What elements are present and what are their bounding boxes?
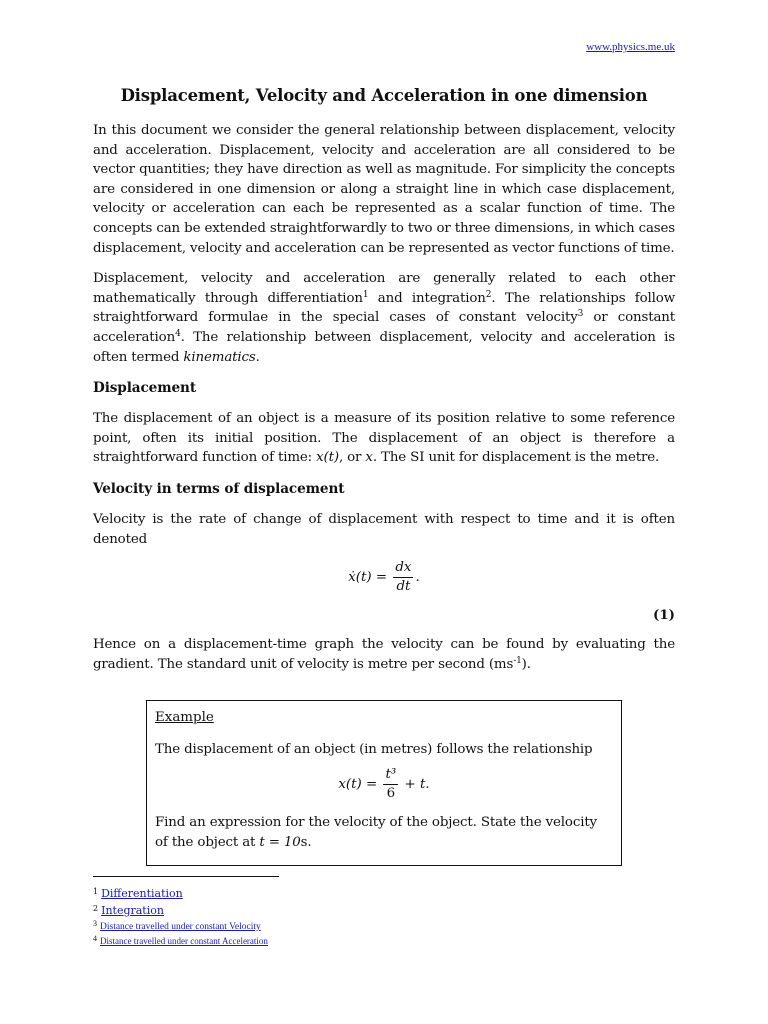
- unit-exponent: -1: [513, 655, 522, 666]
- footnote-ref-1[interactable]: 1: [362, 289, 369, 300]
- velocity-paragraph-1: Velocity is the rate of change of displacement with respect to time and it is often denoted: [93, 511, 675, 547]
- equation-end: .: [415, 570, 420, 586]
- displacement-heading: Displacement: [93, 380, 197, 397]
- example-p2-text-a: Find an expression for the velocity of the object. State the velocity of the object at: [155, 815, 597, 850]
- displacement-paragraph: [93, 409, 675, 468]
- example-paragraph-2: [155, 813, 613, 853]
- velocity-equation: [93, 559, 675, 603]
- fraction-numerator: dx: [393, 559, 413, 578]
- velocity-p2-text-b: ).: [521, 656, 531, 672]
- math-x: x: [365, 450, 373, 466]
- footnote-2: $^2$ Integration: [93, 904, 164, 917]
- example-fraction: [383, 766, 398, 803]
- intro-paragraph-1: In this document we consider the general relationship between displacement, velocity and acceleration. Displacement, velocity and acceleration are all considered to be vector quantities; they have direction as well as magnitude. For simplicity the concepts are considered in one dimension or along a straight line in which case displacement, velocity or acceleration can each be represented as a scalar function of time. The concepts can be extended straightforwardly to two or three dimensions, in which cases displacement, velocity and acceleration can be represented as vector functions of time.: [93, 123, 675, 256]
- example-paragraph-1: The displacement of an object (in metres) follows the relationship: [155, 742, 593, 757]
- footnote-4: 4 Distance travelled under constant Acceleration: [93, 934, 268, 946]
- velocity-paragraph-2: [93, 635, 675, 674]
- fraction-denominator: dt: [396, 579, 411, 595]
- footnote-link-integration[interactable]: Integration: [101, 904, 164, 917]
- document-body: [93, 121, 675, 685]
- intro-p2-text-d: or constant acceleration: [93, 310, 675, 345]
- intro-p2-text-e: . The relationship between displacement, velocity and acceleration is often termed: [93, 329, 675, 365]
- displacement-text-c: . The SI unit for displacement is the metre.: [372, 450, 660, 466]
- example-fraction-denominator: 6: [386, 786, 396, 801]
- footnote-link-constant-acceleration[interactable]: Distance travelled under constant Acceleration: [100, 936, 268, 946]
- site-link[interactable]: www.physics.me.uk: [586, 41, 675, 53]
- footnote-3: $^3$ Distance travelled under constant Velocity: [93, 919, 261, 932]
- footnote-divider: [93, 876, 279, 877]
- footnote-1: $^1$ Differentiation: [93, 887, 183, 900]
- example-time-value: t = 10: [259, 835, 301, 850]
- displacement-text-b: , or: [338, 450, 366, 466]
- math-x-of-t: x(t): [316, 450, 339, 466]
- footnote-ref-2[interactable]: 2: [485, 289, 492, 300]
- fraction-dx-dt: [393, 559, 413, 596]
- footnotes: [93, 884, 268, 947]
- footnote-ref-4[interactable]: 4: [175, 328, 181, 339]
- footnote-link-constant-velocity[interactable]: Distance travelled under constant Velocity: [100, 922, 261, 932]
- equation-lhs: ẋ(t) =: [348, 570, 388, 586]
- footnote-ref-3[interactable]: 3: [577, 309, 584, 320]
- intro-p2-end: .: [255, 349, 260, 365]
- intro-p2-text-b: and integration: [368, 290, 486, 306]
- kinematics-term: kinematics: [183, 349, 256, 365]
- example-eq-rhs: + t.: [404, 777, 430, 792]
- footnote-link-differentiation[interactable]: Differentiation: [101, 887, 183, 900]
- example-heading: Example: [155, 710, 214, 725]
- document-title: Displacement, Velocity and Acceleration in one dimension: [120, 86, 648, 105]
- intro-p2-text-c: . The relationships follow straightforward formulae in the special cases of constant velocity: [93, 290, 676, 326]
- example-eq-lhs: x(t) =: [338, 777, 378, 792]
- example-box: [146, 700, 622, 866]
- example-equation: [155, 766, 613, 803]
- intro-p2-text-a: Displacement, velocity and acceleration are generally related to each other mathematically through differentiation: [93, 271, 675, 306]
- example-p2-text-b: s.: [300, 835, 312, 850]
- displacement-text-a: The displacement of an object is a measure of its position relative to some reference point, often its initial position. The displacement of an object is therefore a straightforward function of time:: [93, 411, 675, 466]
- example-fraction-numerator: t³: [383, 766, 398, 785]
- equation-number: (1): [653, 607, 675, 624]
- intro-paragraph-2: [93, 269, 675, 367]
- velocity-heading: Velocity in terms of displacement: [93, 480, 345, 497]
- velocity-p2-text-a: Hence on a displacement-time graph the velocity can be found by evaluating the gradient. The standard unit of velocity is metre per second (ms: [93, 637, 675, 672]
